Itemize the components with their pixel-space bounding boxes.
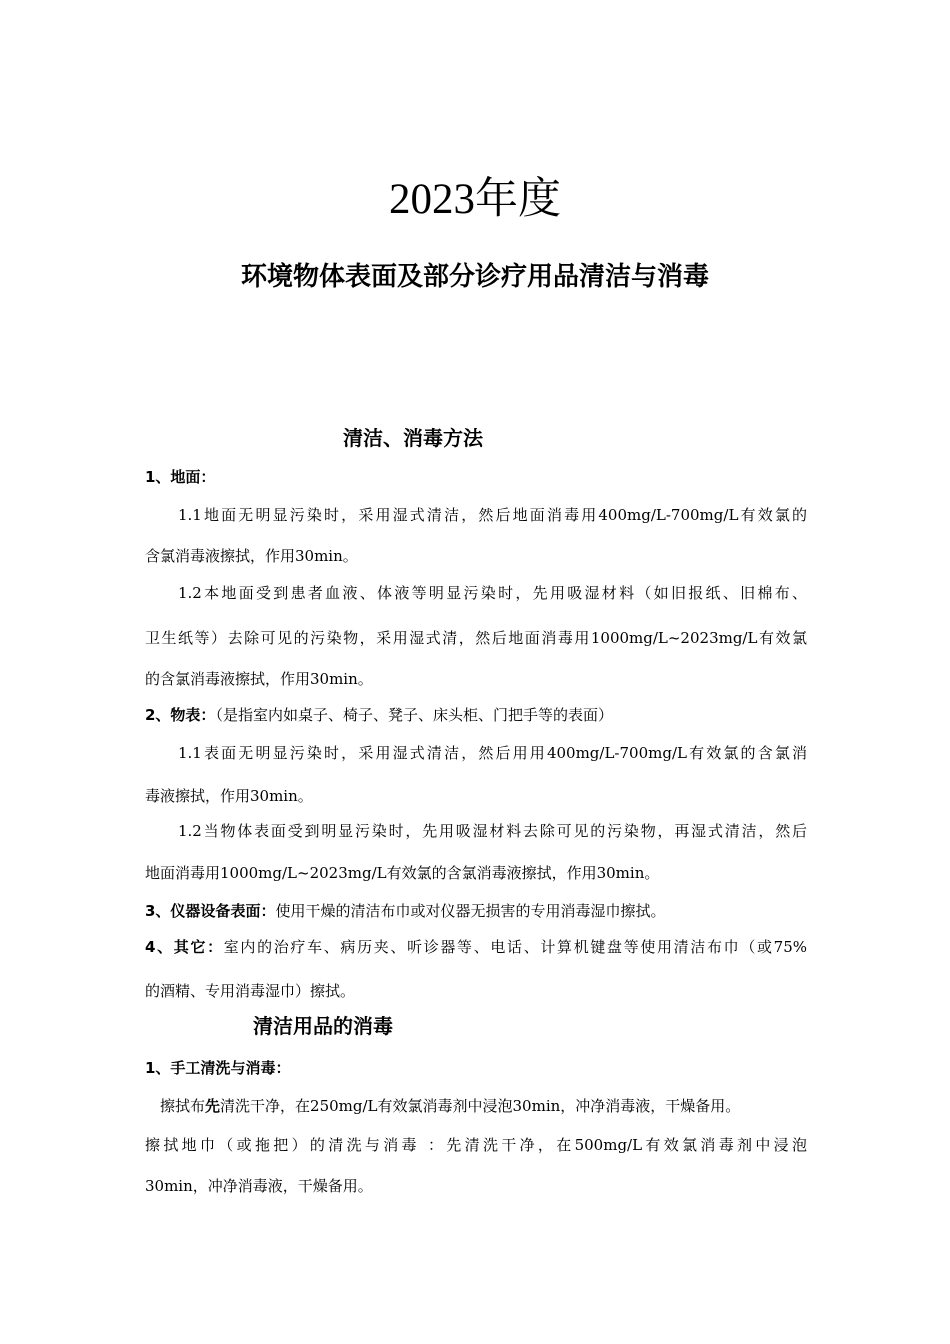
other-line1 [145,936,807,958]
mop-line1: 擦拭地巾（或拖把）的清洗与消毒 ：先清洗干净，在500mg/L有效氯消毒剂中浸泡 [145,1136,807,1154]
floor-para2-line3: 的含氯消毒液擦拭，作用30min。 [145,670,373,688]
section-heading-methods: 清洁、消毒方法 [343,426,483,450]
floor-para2-line1: 1.2本地面受到患者血液、体液等明显污染时，先用吸湿材料（如旧报纸、旧棉布、 [178,584,807,602]
equipment-text: 使用干燥的清洁布巾或对仪器无损害的专用消毒湿巾擦拭。 [275,902,666,920]
mop-line2: 30min，冲净消毒液，干燥备用。 [145,1177,373,1195]
surface-para2-line1: 1.2当物体表面受到明显污染时，先用吸湿材料去除可见的污染物，再湿式清洁，然后 [178,822,807,840]
other-text-line1: 室内的治疗车、病历夹、听诊器等、电话、计算机键盘等使用清洁布巾（或75% [223,938,808,956]
equipment-label: 3、仪器设备表面： [145,902,276,920]
other-text-line2: 的酒精、专用消毒湿巾）擦拭。 [145,982,356,1000]
equipment-line [145,900,807,922]
floor-para1-line1: 1.1地面无明显污染时，采用湿式清洁，然后地面消毒用400mg/L-700mg/L有效氯的 [178,506,807,524]
surface-para1-line2: 毒液擦拭，作用30min。 [145,787,313,805]
surface-heading-line [145,704,807,726]
surface-para1-line1: 1.1表面无明显污染时，采用湿式清洁，然后用用400mg/L-700mg/L有效氯的含氯消 [178,744,807,762]
document-title: 环境物体表面及部分诊疗用品清洁与消毒 [240,262,709,292]
other-label: 4、其它： [145,938,224,956]
cloth-bold: 先 [205,1097,221,1115]
cloth-post: 清洗干净，在250mg/L有效氯消毒剂中浸泡30min，冲净消毒液，干燥备用。 [220,1097,741,1115]
surface-label: 2、物表： [145,706,216,724]
floor-para1-line2: 含氯消毒液擦拭，作用30min。 [145,547,358,565]
floor-para2-line2: 卫生纸等）去除可见的污染物，采用湿式清，然后地面消毒用1000mg/L~2023mg/L有效氯 [145,629,807,647]
section-heading-supplies: 清洁用品的消毒 [253,1014,393,1038]
surface-note: （是指室内如桌子、椅子、凳子、床头柜、门把手等的表面） [215,706,613,724]
manual-label: 1、手工清洗与消毒： [145,1059,291,1077]
cloth-line [160,1095,807,1117]
floor-label: 1、地面： [145,468,216,486]
surface-para2-line2: 地面消毒用1000mg/L~2023mg/L有效氯的含氯消毒液擦拭，作用30min。 [145,864,660,882]
year-heading: 2023年度 [389,176,561,223]
cloth-pre: 擦拭布 [160,1097,206,1115]
